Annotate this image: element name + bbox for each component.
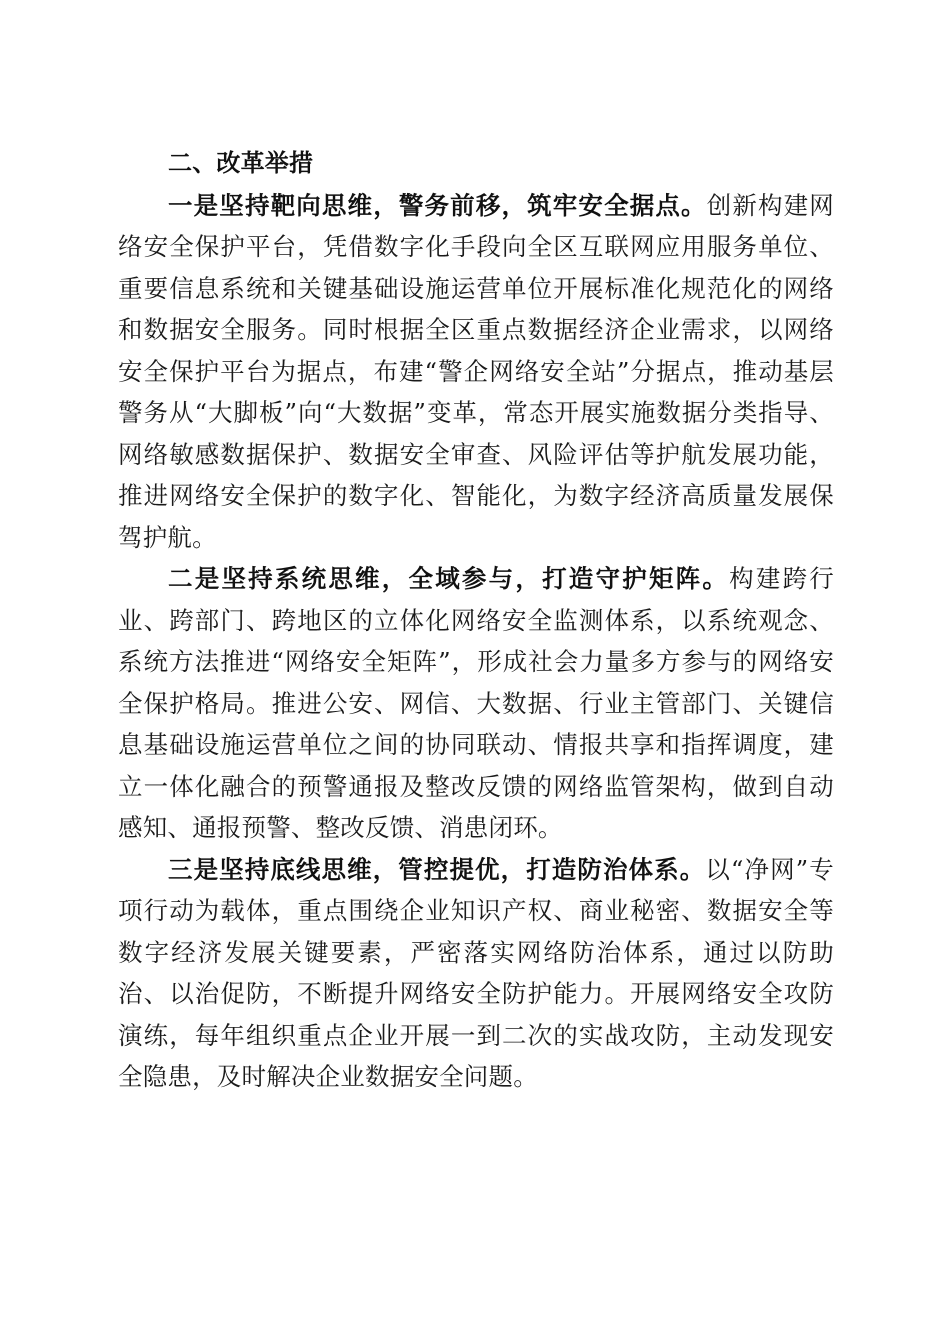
paragraph-1-body: 创新构建网络安全保护平台，凭借数字化手段向全区互联网应用服务单位、重要信息系统和关键基础设施运营单位开展标准化规范化的网络和数据安全服务。同时根据全区重点数据经济企业需求，以网络安全保护平台为据点，布建“警企网络安全站”分据点，推动基层警务从“大脚板”向“大数据”变革，常态开展实施数据分类指导、网络敏感数据保护、数据安全审查、风险评估等护航发展功能，推进网络安全保护的数字化、智能化，为数字经济高质量发展保驾护航。	[118, 190, 834, 552]
paragraph-3-lead: 三是坚持底线思维，管控提优，打造防治体系。	[168, 854, 706, 884]
paragraph-2	[118, 558, 834, 849]
paragraph-3-body: 以“净网”专项行动为载体，重点围绕企业知识产权、商业秘密、数据安全等数字经济发展关键要素，严密落实网络防治体系，通过以防助治、以治促防，不断提升网络安全防护能力。开展网络安全攻防演练，每年组织重点企业开展一到二次的实战攻防，主动发现安全隐患，及时解决企业数据安全问题。	[118, 854, 834, 1091]
document-body	[118, 143, 834, 1098]
paragraph-2-body: 构建跨行业、跨部门、跨地区的立体化网络安全监测体系，以系统观念、系统方法推进“网络安全矩阵”，形成社会力量多方参与的网络安全保护格局。推进公安、网信、大数据、行业主管部门、关键信息基础设施运营单位之间的协同联动、情报共享和指挥调度，建立一体化融合的预警通报及整改反馈的网络监管架构，做到自动感知、通报预警、整改反馈、消患闭环。	[118, 564, 834, 842]
paragraph-3	[118, 849, 834, 1098]
section-heading: 二、改革举措	[168, 149, 314, 177]
paragraph-2-lead: 二是坚持系统思维，全域参与，打造守护矩阵。	[168, 564, 730, 593]
paragraph-1-lead: 一是坚持靶向思维，警务前移，筑牢安全据点。	[168, 190, 707, 220]
paragraph-1	[118, 185, 834, 559]
